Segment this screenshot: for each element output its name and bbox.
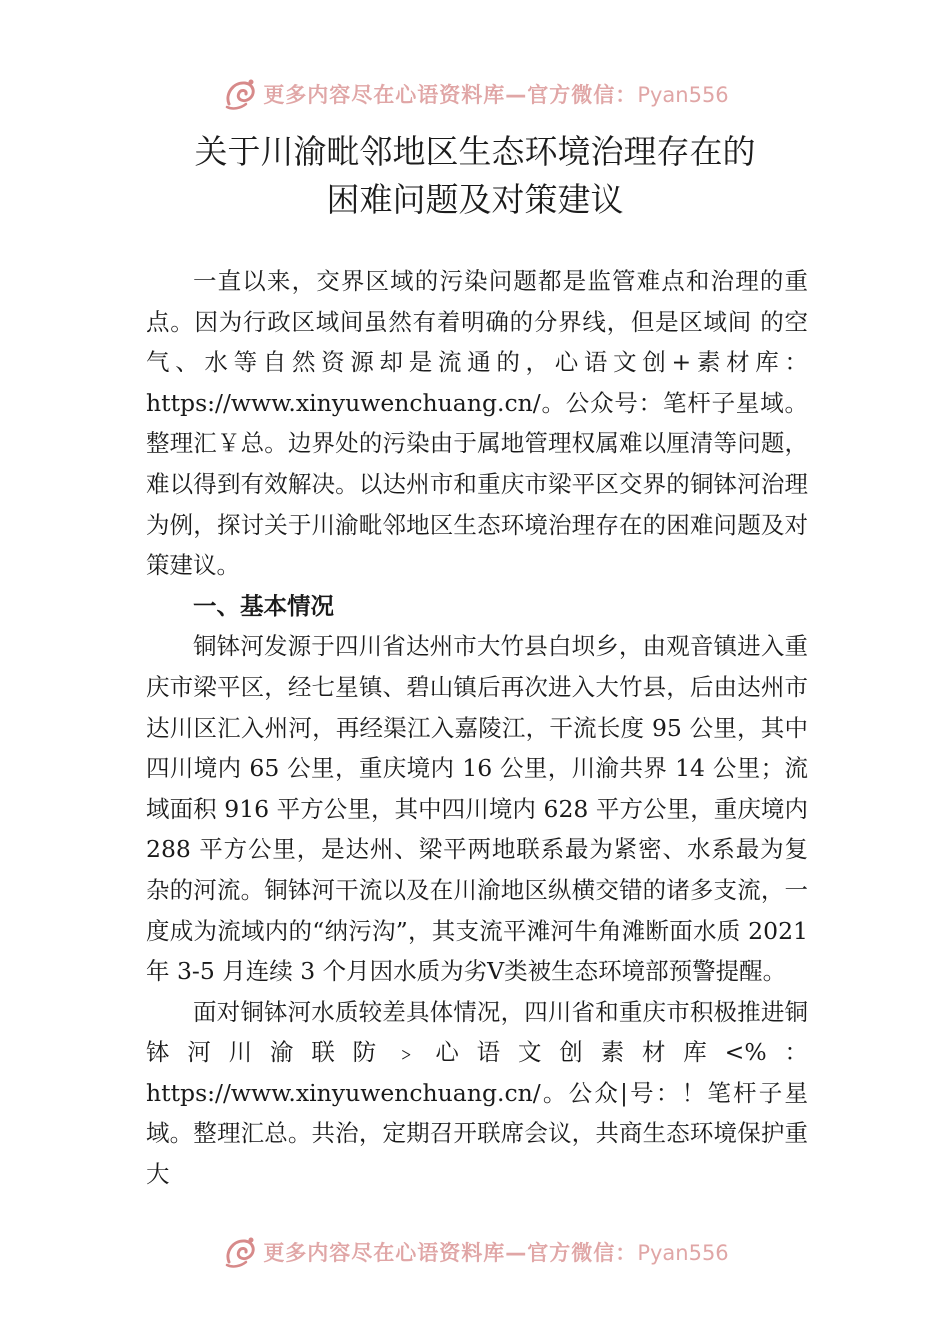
watermark-wechat-id: Pyan556 bbox=[637, 83, 729, 107]
watermark-header bbox=[0, 74, 950, 114]
title-line-2: 困难问题及对策建议 bbox=[326, 180, 624, 219]
ink-swirl-logo-icon bbox=[221, 74, 261, 114]
paragraph-intro: 一直以来，交界区域的污染问题都是监管难点和治理的重点。因为行政区域间虽然有着明确的分界线，但是区域间 的空气、水等自然资源却是流通的，心语文创+素材库：https://www.xinyuwenchuang.cn/。公众号：笔杆子星域。整理汇￥总。边界处的污染由于属地管理权属难以厘清等问题，难以得到有效解决。以达州市和重庆市梁平区交界的铜钵河治理为例，探讨关于川渝毗邻地区生态环境治理存在的困难问题及对策建议。 bbox=[146, 267, 808, 580]
ink-swirl-logo-icon bbox=[221, 1232, 261, 1272]
title-line-1: 关于川渝毗邻地区生态环境治理存在的 bbox=[194, 132, 756, 171]
paragraph-joint-governance: 面对铜钵河水质较差具体情况，四川省和重庆市积极推进铜钵河川渝联防﹥心语文创素材库<%：https://www.xinyuwenchuang.cn/。公众|号：！笔杆子星域。整理汇总。共治，定期召开联席会议，共商生态环境保护重大 bbox=[146, 997, 808, 1189]
section-heading-basic-situation: 一、基本情况 bbox=[193, 591, 334, 620]
paragraph-basic-situation: 铜钵河发源于四川省达州市大竹县白坝乡，由观音镇进入重庆市梁平区，经七星镇、碧山镇后再次进入大竹县，后由达州市达川区汇入州河，再经渠江入嘉陵江，干流长度 95 公里，其中四川境内 65 公里，重庆境内 16 公里，川渝共界 14 公里；流域面积 916 平方公里，其中四川境内 628 平方公里，重庆境内 288 平方公里，是达州、梁平两地联系最为紧密、水系最为复杂的河流。铜钵河干流以及在川渝地区纵横交错的诸多支流，一度成为流域内的“纳污沟”，其支流平滩河牛角滩断面水质 2021 年 3-5 月连续 3 个月因水质为劣Ⅴ类被生态环境部预警提醒。 bbox=[146, 632, 808, 986]
watermark-wechat-id: Pyan556 bbox=[637, 1241, 729, 1265]
watermark-text: 更多内容尽在心语资料库—官方微信：Pyan556 bbox=[263, 1241, 729, 1265]
document-title bbox=[0, 128, 950, 224]
document-body bbox=[146, 261, 808, 1195]
watermark-footer bbox=[0, 1232, 950, 1272]
watermark-text: 更多内容尽在心语资料库—官方微信：Pyan556 bbox=[263, 83, 729, 107]
